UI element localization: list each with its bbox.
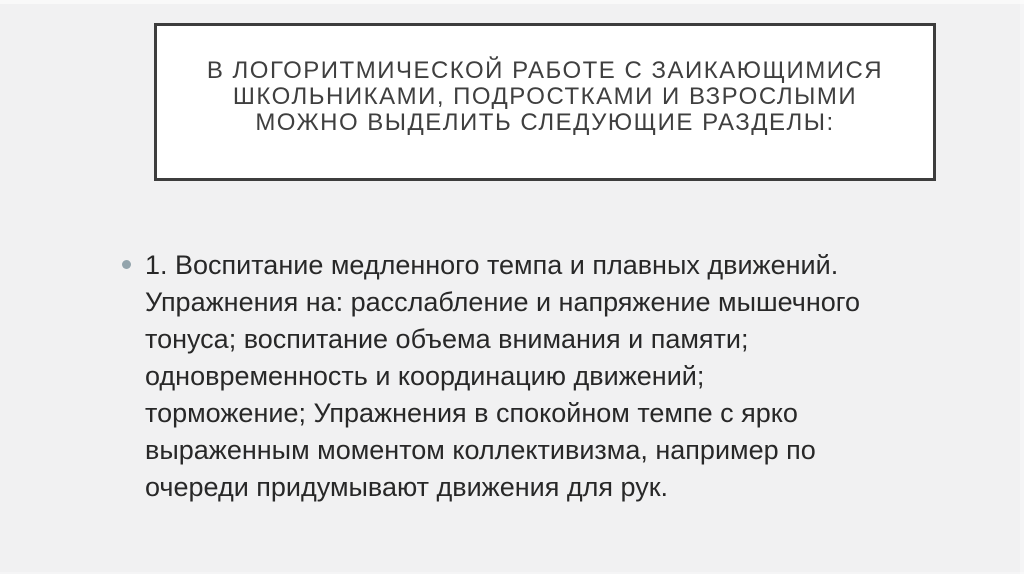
title-line: МОЖНО ВЫДЕЛИТЬ СЛЕДУЮЩИЕ РАЗДЕЛЫ: — [255, 109, 835, 136]
title-box — [154, 23, 936, 181]
body-text-line: одновременность и координацию движений; — [145, 361, 705, 391]
title-line: ШКОЛЬНИКАМИ, ПОДРОСТКАМИ И ВЗРОСЛЫМИ — [232, 83, 858, 110]
body-text-line: торможение; Упражнения в спокойном темпе с ярко — [145, 398, 798, 428]
title-line: В ЛОГОРИТМИЧЕСКОЙ РАБОТЕ С ЗАИКАЮЩИМИСЯ — [206, 57, 884, 84]
body-text-line: 1. Воспитание медленного темпа и плавных движений. — [145, 250, 839, 280]
bullet-dot-icon — [122, 260, 131, 269]
bullet-text — [145, 247, 860, 506]
body-text-line: тонуса; воспитание объема внимания и памяти; — [145, 324, 749, 354]
body-text-line: очереди придумывают движения для рук. — [145, 472, 669, 502]
body-text-line: Упражнения на: расслабление и напряжение мышечного — [145, 287, 861, 317]
list-item — [122, 247, 912, 506]
bullet-list — [122, 247, 912, 506]
body-text-line: выраженным моментом коллективизма, например по — [145, 435, 816, 465]
